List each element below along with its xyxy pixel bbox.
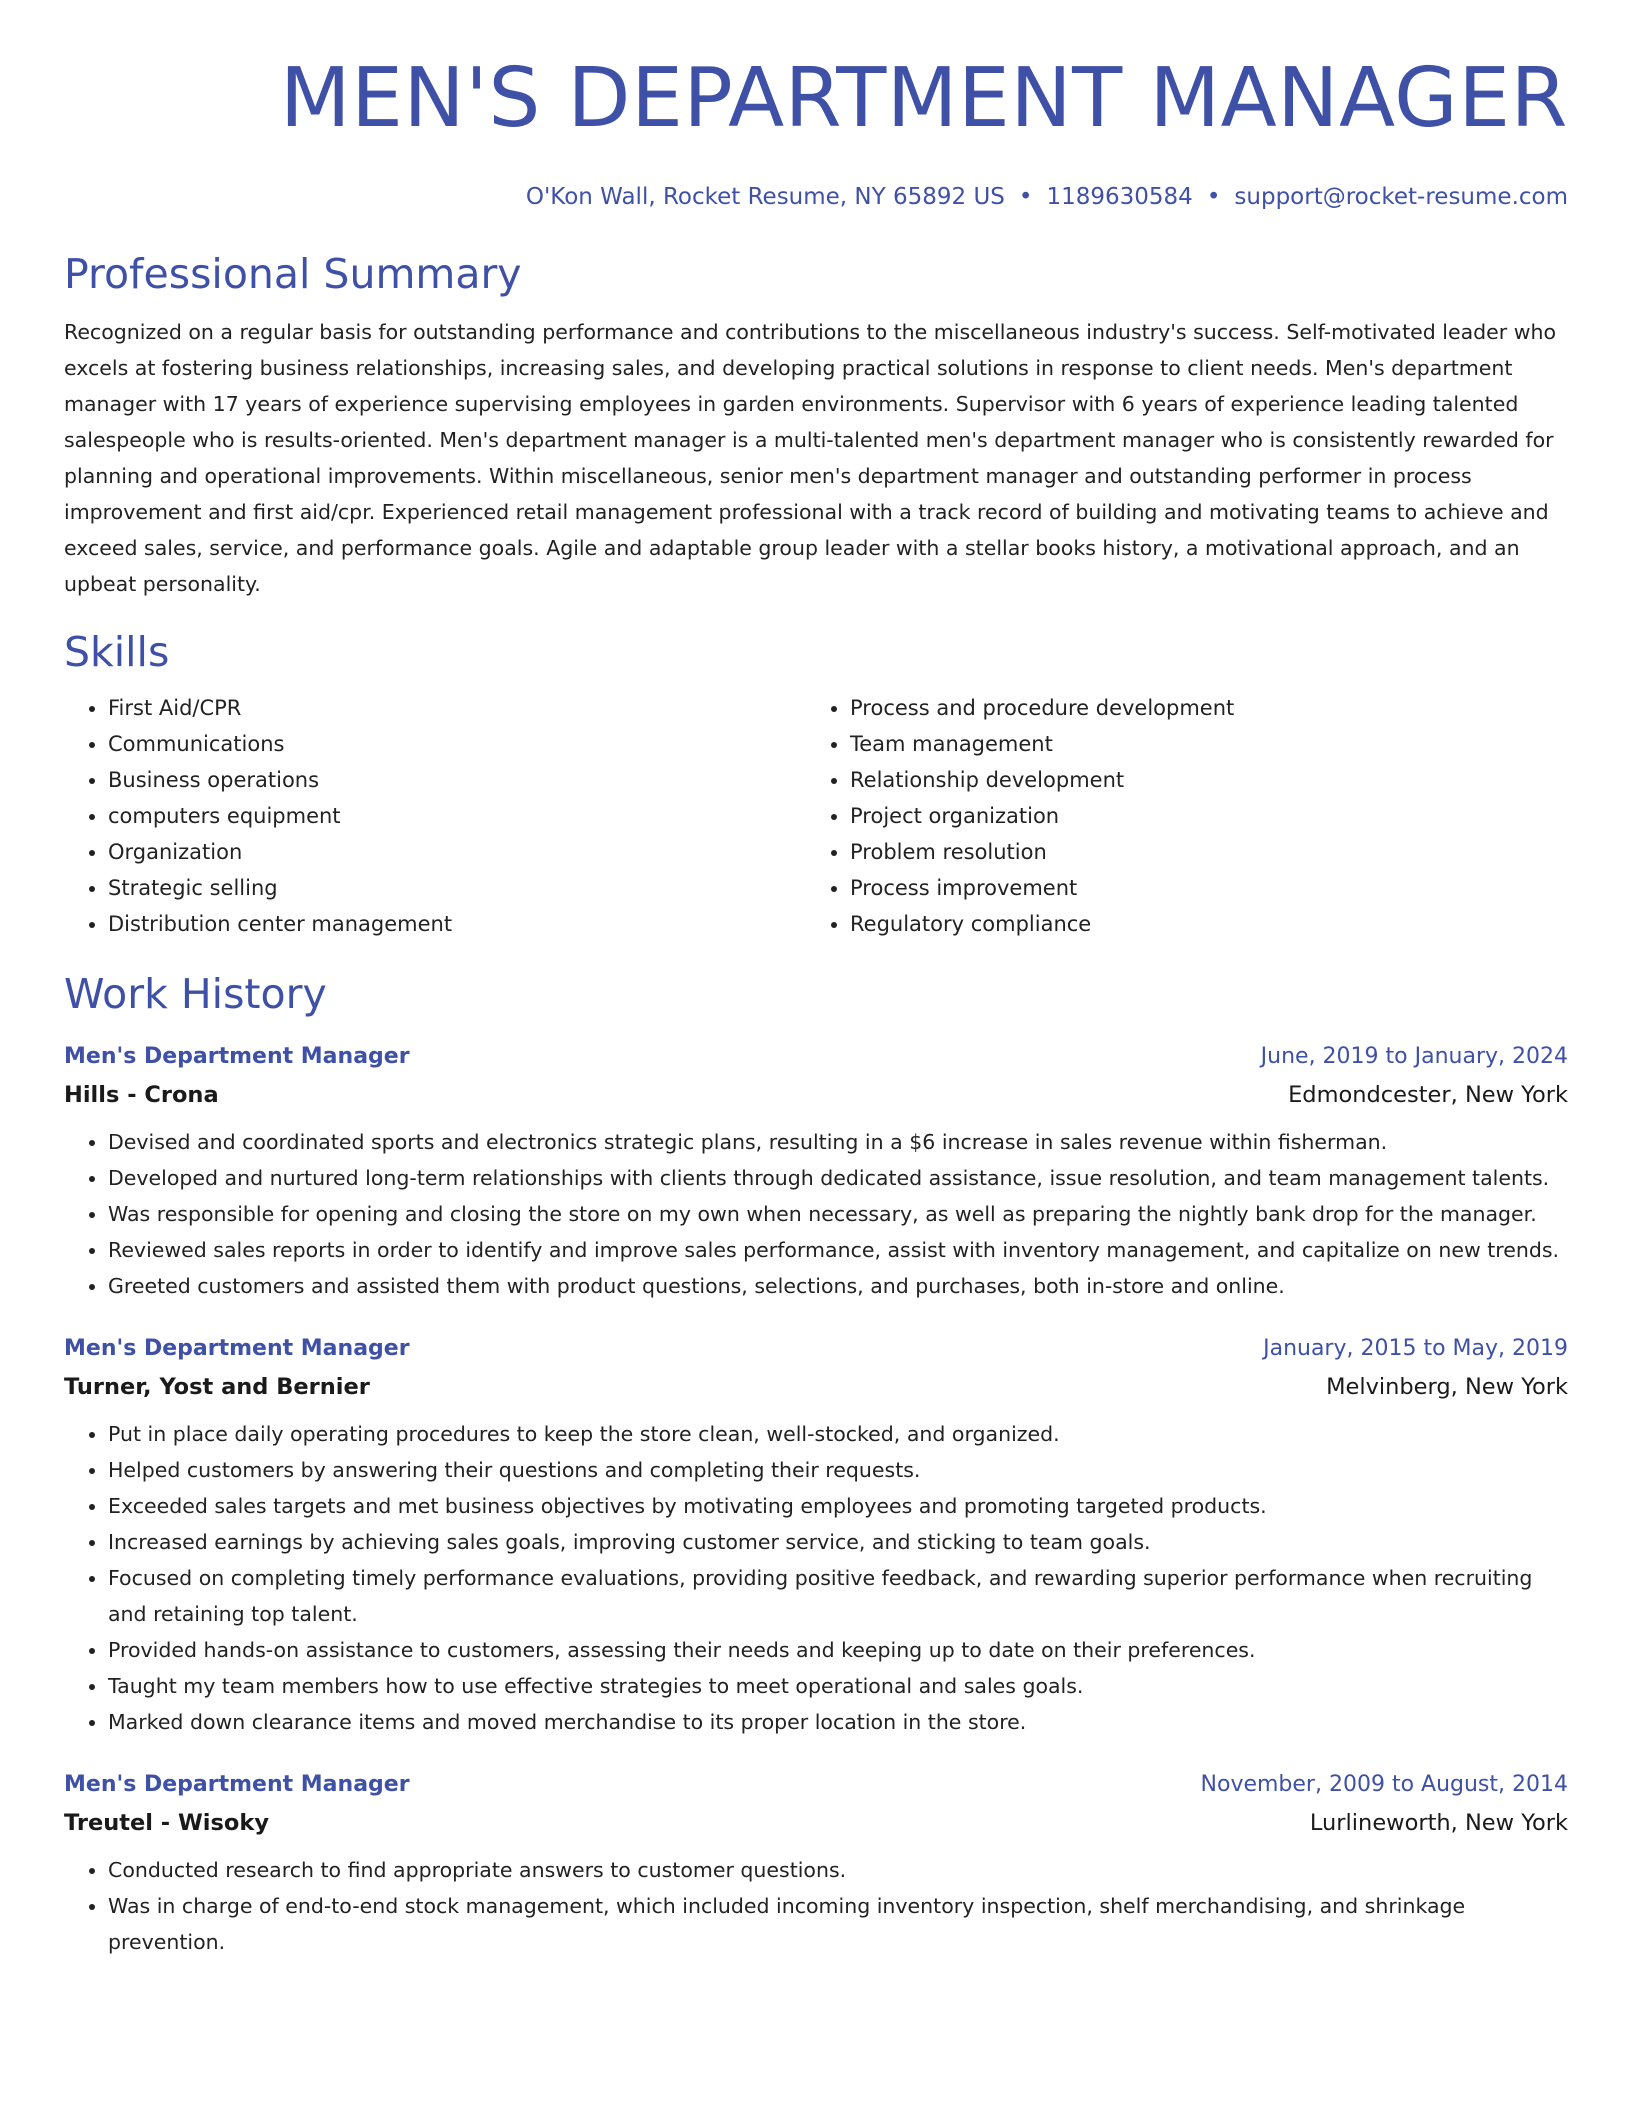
skill-item: • Strategic selling xyxy=(108,870,806,906)
skill-item: • Organization xyxy=(108,834,806,870)
job-company-row xyxy=(64,1368,1568,1406)
job-bullets xyxy=(64,1124,1568,1304)
job-company: Turner, Yost and Bernier xyxy=(64,1374,370,1400)
job-entry xyxy=(64,1330,1568,1740)
job-bullet: • Helped customers by answering their questions and completing their requests. xyxy=(108,1452,1568,1488)
job-bullet: • Was responsible for opening and closing the store on my own when necessary, as well as preparing the nightly bank drop for the manager. xyxy=(108,1196,1568,1232)
job-bullet: • Put in place daily operating procedures to keep the store clean, well-stocked, and organized. xyxy=(108,1416,1568,1452)
job-bullet: • Conducted research to find appropriate answers to customer questions. xyxy=(108,1852,1568,1888)
skill-item: • Communications xyxy=(108,726,806,762)
job-title: Men's Department Manager xyxy=(64,1336,410,1361)
contact-phone: 1189630584 xyxy=(1046,184,1193,210)
skill-item: • First Aid/CPR xyxy=(108,690,806,726)
job-header-row xyxy=(64,1038,1568,1076)
job-bullet: • Increased earnings by achieving sales goals, improving customer service, and sticking to team goals. xyxy=(108,1524,1568,1560)
job-bullet: • Taught my team members how to use effective strategies to meet operational and sales goals. xyxy=(108,1668,1568,1704)
skill-item: • Project organization xyxy=(850,798,1548,834)
contact-separator: • xyxy=(1018,184,1033,210)
job-dates: June, 2019 to January, 2024 xyxy=(1260,1044,1568,1069)
job-company-row xyxy=(64,1804,1568,1842)
job-title: Men's Department Manager xyxy=(64,1044,410,1069)
job-location: Melvinberg, New York xyxy=(1326,1374,1568,1400)
job-bullet: • Was in charge of end-to-end stock management, which included incoming inventory inspection, shelf merchandising, and shrinkage prevention. xyxy=(108,1888,1568,1960)
contact-address: O'Kon Wall, Rocket Resume, NY 65892 US xyxy=(525,184,1005,210)
job-company-row xyxy=(64,1076,1568,1114)
job-title: Men's Department Manager xyxy=(64,1772,410,1797)
job-bullet: • Devised and coordinated sports and electronics strategic plans, resulting in a $6 increase in sales revenue within fisherman. xyxy=(108,1124,1568,1160)
contact-line xyxy=(64,180,1568,214)
skill-item: • computers equipment xyxy=(108,798,806,834)
job-bullet: • Greeted customers and assisted them with product questions, selections, and purchases, both in-store and online. xyxy=(108,1268,1568,1304)
skill-item: • Process improvement xyxy=(850,870,1548,906)
contact-email[interactable]: support@rocket-resume.com xyxy=(1234,184,1568,210)
job-bullet: • Marked down clearance items and moved merchandise to its proper location in the store. xyxy=(108,1704,1568,1740)
skill-item: • Relationship development xyxy=(850,762,1548,798)
resume-name: MEN'S DEPARTMENT MANAGER xyxy=(279,51,1568,146)
skill-item: • Regulatory compliance xyxy=(850,906,1548,942)
job-entry xyxy=(64,1038,1568,1304)
skill-item: • Problem resolution xyxy=(850,834,1548,870)
job-dates: January, 2015 to May, 2019 xyxy=(1263,1336,1568,1361)
skill-item: • Business operations xyxy=(108,762,806,798)
job-bullet: • Reviewed sales reports in order to identify and improve sales performance, assist with inventory management, and capitalize on new trends. xyxy=(108,1232,1568,1268)
job-company: Treutel - Wisoky xyxy=(64,1810,269,1836)
skills-list-left xyxy=(64,690,806,942)
job-header-row xyxy=(64,1766,1568,1804)
contact-separator: • xyxy=(1206,184,1221,210)
job-location: Edmondcester, New York xyxy=(1288,1082,1568,1108)
work-history-heading: Work History xyxy=(64,970,327,1018)
skills-heading: Skills xyxy=(64,628,170,676)
job-bullet: • Developed and nurtured long-term relationships with clients through dedicated assistance, issue resolution, and team management talents. xyxy=(108,1160,1568,1196)
job-bullet: • Provided hands-on assistance to customers, assessing their needs and keeping up to date on their preferences. xyxy=(108,1632,1568,1668)
job-location: Lurlineworth, New York xyxy=(1309,1810,1568,1836)
job-entry xyxy=(64,1766,1568,1960)
job-company: Hills - Crona xyxy=(64,1082,219,1108)
job-bullet: • Focused on completing timely performance evaluations, providing positive feedback, and rewarding superior performance when recruiting and retaining top talent. xyxy=(108,1560,1568,1632)
job-dates: November, 2009 to August, 2014 xyxy=(1200,1772,1568,1797)
job-bullets xyxy=(64,1852,1568,1960)
summary-text: Recognized on a regular basis for outstanding performance and contributions to the miscellaneous industry's success. Self-motivated leader who excels at fostering business relationships, increasing sales, and developing practical solutions in response to client needs. Men's department manager with 17 years of experience supervising employees in garden environments. Supervisor with 6 years of experience leading talented salespeople who is results-oriented. Men's department manager is a multi-talented men's department manager who is consistently rewarded for planning and operational improvements. Within miscellaneous, senior men's department manager and outstanding performer in process improvement and first aid/cpr. Experienced retail management professional with a track record of building and motivating teams to achieve and exceed sales, service, and performance goals. Agile and adaptable group leader with a stellar books history, a motivational approach, and an upbeat personality. xyxy=(64,320,1557,596)
skill-item: • Distribution center management xyxy=(108,906,806,942)
skills-grid xyxy=(64,690,1568,942)
job-bullet: • Exceeded sales targets and met business objectives by motivating employees and promoting targeted products. xyxy=(108,1488,1568,1524)
job-header-row xyxy=(64,1330,1568,1368)
summary-heading: Professional Summary xyxy=(64,250,522,298)
job-bullets xyxy=(64,1416,1568,1740)
skill-item: • Team management xyxy=(850,726,1548,762)
skills-list-right xyxy=(806,690,1548,942)
resume-page xyxy=(64,44,1568,1960)
skill-item: • Process and procedure development xyxy=(850,690,1548,726)
